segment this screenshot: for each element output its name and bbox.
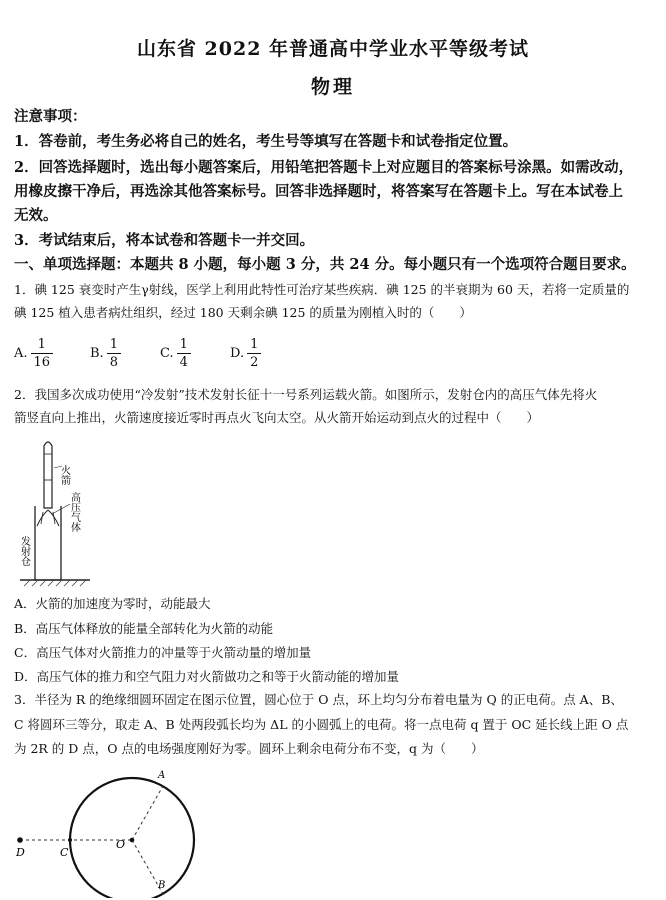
q2-text-line-1: 2．我国多次成功使用“冷发射”技术发射长征十一号系列运载火箭。如图所示，发射仓内的高压气体先将火: [14, 387, 598, 402]
notice-line-2: 2．回答选择题时，选出每小题答案后，用铅笔把答题卡上对应题目的答案标号涂黑。如需改动，: [14, 159, 634, 176]
charged-ring-figure: [8, 760, 208, 898]
notice-line-5: 3．考试结束后，将本试卷和答题卡一并交回。: [14, 232, 315, 249]
exam-title: 山东省 2022 年普通高中学业水平等级考试: [136, 38, 530, 60]
q3-text-line-3: 为 2R 的 D 点，O 点的电场强度刚好为零。圆环上剩余电荷分布不变，q 为（ ）: [14, 741, 484, 756]
q1-option-b-label: B.: [90, 346, 104, 361]
q1-option-b-fraction: $\frac{1}{8}$: [107, 336, 121, 371]
q2-text-line-2: 箭竖直向上推出，火箭速度接近零时再点火飞向太空。从火箭开始运动到点火的过程中（ ）: [14, 410, 540, 425]
launch-silo: [35, 506, 61, 580]
silo-label: 发射仓: [18, 536, 30, 566]
section-heading: 一、单项选择题：本题共 8 小题，每小题 3 分，共 24 分。每小题只有一个选项符合题目要求。: [14, 256, 636, 273]
notice-heading: 注意事项：: [14, 108, 87, 125]
rocket-body: [44, 442, 52, 508]
notice-line-1: 1．答卷前，考生务必将自己的姓名，考生号等填写在答题卡和试卷指定位置。: [14, 133, 518, 150]
radius-oa: [132, 786, 163, 840]
label-a: A: [158, 770, 166, 781]
q1-option-a: [14, 336, 56, 371]
label-b: B: [158, 880, 166, 891]
gas-arrow-left: [37, 510, 48, 526]
gas-label: 高压气体: [68, 492, 80, 532]
q1-option-c-fraction: $\frac{1}{4}$: [177, 336, 191, 371]
label-d: D: [16, 846, 25, 859]
q1-option-d-label: D.: [230, 346, 245, 361]
q2-option-d: D．高压气体的推力和空气阻力对火箭做功之和等于火箭动能的增加量: [14, 669, 400, 684]
rocket-launch-figure: [10, 440, 120, 590]
point-charge-d: [17, 837, 23, 843]
q1-text-line-2: 碘 125 植入患者病灶组织，经过 180 天剩余碘 125 的质量为刚植入时的（ ）: [14, 305, 472, 320]
q2-option-b: B．高压气体释放的能量全部转化为火箭的动能: [14, 621, 274, 636]
ground-hatching: [24, 580, 86, 586]
notice-line-3: 用橡皮擦干净后，再选涂其他答案标号。回答非选择题时，将答案写在答题卡上。写在本试卷上: [14, 183, 623, 200]
q1-option-d-fraction: $\frac{1}{2}$: [247, 336, 261, 371]
q1-text-line-1: 1．碘 125 衰变时产生γ射线，医学上利用此特性可治疗某些疾病．碘 125 的半衰期为 60 天，若将一定质量的: [14, 282, 630, 297]
q3-text-line-2: C 将圆环三等分，取走 A、B 处两段弧长均为 ΔL 的小圆弧上的电荷。将一点电荷 q 置于 OC 延长线上距 O 点: [14, 717, 629, 732]
label-o: O: [116, 838, 126, 851]
gas-arrow-right: [48, 510, 59, 526]
q1-option-d: [230, 336, 264, 371]
q1-option-a-label: A.: [14, 346, 28, 361]
q3-text-line-1: 3．半径为 R 的绝缘细圆环固定在图示位置，圆心位于 O 点，环上均匀分布着电量为 Q 的正电荷。点 A、B、: [14, 692, 623, 707]
point-c: [68, 838, 72, 842]
q2-option-a: A．火箭的加速度为零时，动能最大: [14, 596, 211, 611]
q1-option-b: [90, 336, 124, 371]
q1-option-c: [160, 336, 194, 371]
q2-option-c: C．高压气体对火箭推力的冲量等于火箭动量的增加量: [14, 645, 312, 660]
rocket-label: 火箭: [58, 465, 70, 485]
q1-option-c-label: C.: [160, 346, 174, 361]
center-o: [130, 838, 135, 843]
notice-line-4: 无效。: [14, 207, 58, 224]
label-c: C: [60, 846, 69, 859]
q1-option-a-fraction: $\frac{1}{16}$: [31, 336, 54, 371]
subject-title: 物理: [310, 76, 355, 98]
